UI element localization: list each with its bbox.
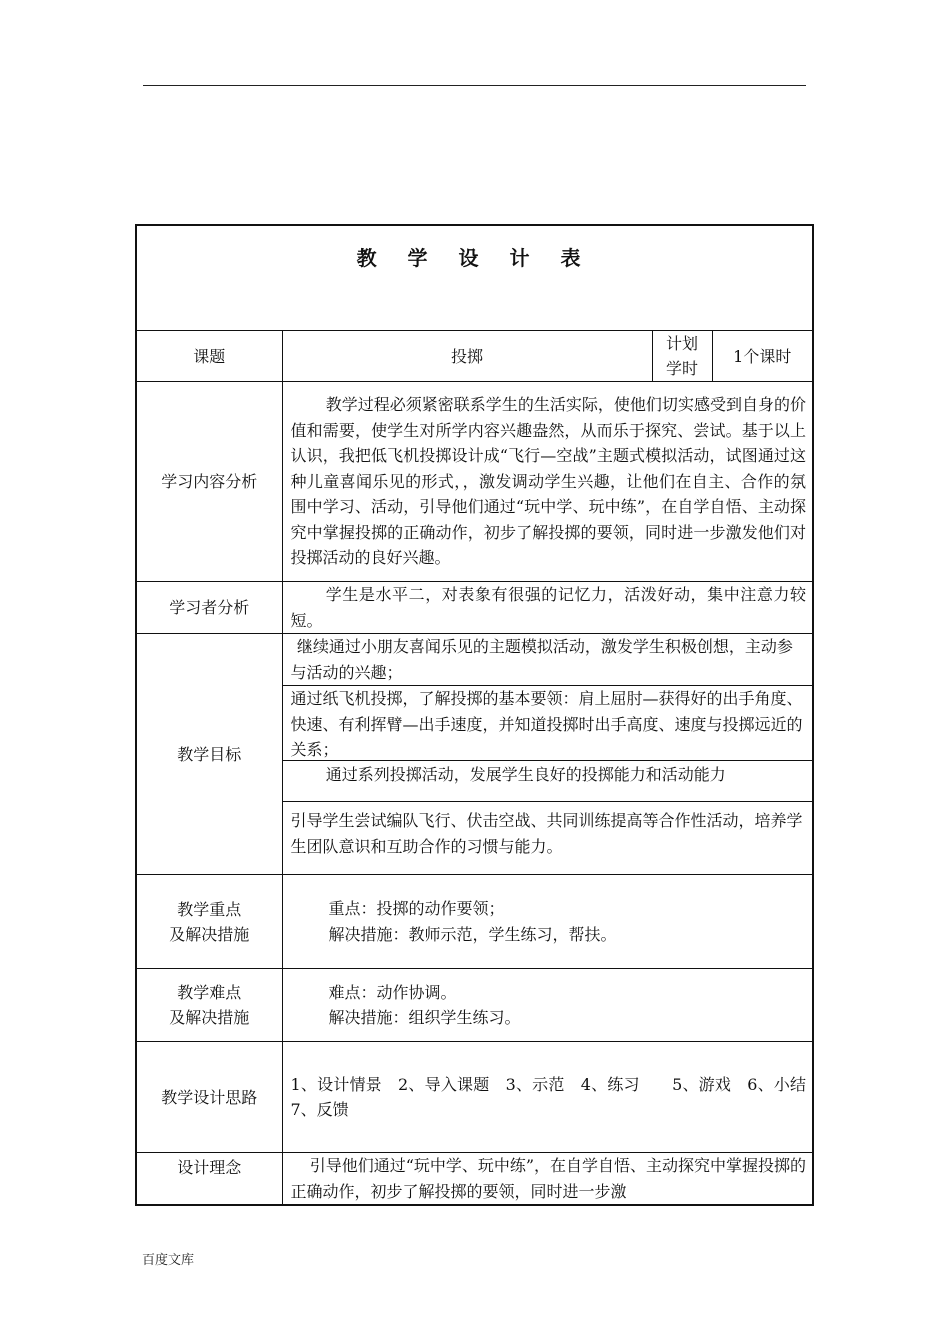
design-idea-text: 1、设计情景 2、导入课题 3、示范 4、练习 5、游戏 6、小结 7、反馈 [290, 1074, 823, 1119]
objectives-label: 教学目标 [136, 634, 282, 875]
difficulties-cell [282, 969, 813, 1042]
concept-text: 引导他们通过“玩中学、玩中练”，在自学自悟、主动探究中掌握投掷的正确动作，初步了解投掷的要领，同时进一步激 [290, 1156, 807, 1201]
content-analysis-label: 学习内容分析 [136, 382, 282, 582]
hours-label [652, 331, 712, 382]
key-points-label-line1: 教学重点 [177, 899, 242, 919]
table-title: 教 学 设 计 表 [356, 246, 593, 270]
difficulties-line2: 解决措施：组织学生练习。 [328, 1008, 521, 1027]
topic-value: 投掷 [282, 331, 652, 382]
content-analysis-text: 教学过程必须紧密联系学生的生活实际，使他们切实感受到自身的价值和需要，使学生对所学内容兴趣盎然，从而乐于探究、尝试。基于以上认识，我把低飞机投掷设计成“飞行—空战”主题式模拟活动，试图通过这种儿童喜闻乐见的形式，，激发调动学生兴趣，让他们在自主、合作的氛围中学习、活动，引导他们通过“玩中学、玩中练”，在自学自悟、主动探究中掌握投掷的正确动作，初步了解投掷的要领，同时进一步激发他们对投掷活动的良好兴趣。 [290, 395, 807, 568]
design-idea-label: 教学设计思路 [136, 1042, 282, 1153]
design-idea-cell [282, 1042, 823, 1153]
key-points-label-line2: 及解决措施 [169, 924, 250, 944]
key-points-label [136, 875, 282, 969]
difficulties-line1: 难点：动作协调。 [328, 982, 457, 1002]
concept-label: 设计理念 [136, 1153, 282, 1206]
learner-analysis-label: 学习者分析 [136, 582, 282, 634]
objective-item: 通过系列投掷活动，发展学生良好的投掷能力和活动能力 [283, 761, 813, 802]
key-points-line2: 解决措施：教师示范，学生练习，帮扶。 [328, 924, 617, 944]
hours-value: 1个课时 [712, 331, 813, 382]
table-title-cell [136, 225, 813, 331]
learner-analysis-cell [282, 582, 813, 634]
difficulties-label-line2: 及解决措施 [169, 1008, 250, 1027]
footer-brand: 百度文库 [142, 1253, 195, 1268]
hours-label-line2: 学时 [665, 359, 698, 378]
key-points-line1: 重点：投掷的动作要领； [328, 899, 505, 918]
key-points-cell [282, 875, 813, 969]
objective-item: 引导学生尝试编队飞行、伏击空战、共同训练提高等合作性活动，培养学生团队意识和互助合作的习惯与能力。 [290, 811, 803, 856]
content-analysis-cell [282, 382, 813, 582]
concept-cell [282, 1153, 813, 1206]
header-rule [143, 85, 806, 86]
teaching-design-table [135, 224, 823, 1206]
hours-label-line1: 计划 [665, 334, 698, 353]
topic-label: 课题 [136, 331, 282, 382]
objectives-cell [282, 634, 813, 875]
objective-item: 继续通过小朋友喜闻乐见的主题模拟活动，激发学生积极创想，主动参与活动的兴趣； [283, 634, 813, 686]
objective-item: 通过纸飞机投掷，了解投掷的基本要领：肩上屈肘—获得好的出手角度、快速、有利挥臂—出手速度，并知道投掷时出手高度、速度与投掷远近的关系； [283, 686, 813, 761]
difficulties-label-line1: 教学难点 [177, 983, 242, 1002]
difficulties-label [136, 969, 282, 1042]
learner-analysis-text: 学生是水平二，对表象有很强的记忆力，活泼好动，集中注意力较短。 [290, 585, 807, 630]
